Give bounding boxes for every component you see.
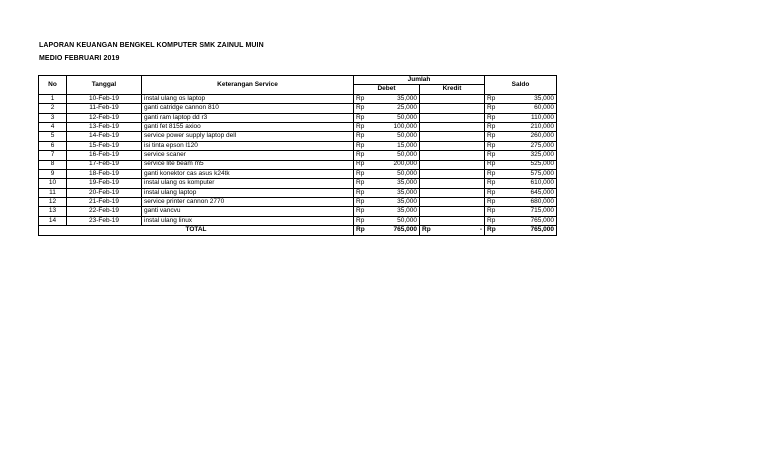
row-saldo: 610,000 — [501, 179, 557, 188]
row-tanggal: 18-Feb-19 — [67, 169, 142, 178]
row-debet-currency: Rp — [354, 169, 370, 178]
report-subtitle: MEDIO FEBRUARI 2019 — [39, 55, 120, 62]
row-debet-currency: Rp — [354, 141, 370, 150]
row-tanggal: 16-Feb-19 — [67, 151, 142, 160]
row-debet: 25,000 — [370, 104, 420, 113]
row-tanggal: 22-Feb-19 — [67, 207, 142, 216]
row-debet-currency: Rp — [354, 160, 370, 169]
row-saldo: 325,000 — [501, 151, 557, 160]
row-saldo-currency: Rp — [485, 113, 501, 122]
row-keterangan: service power supply laptop dell — [142, 132, 354, 141]
row-tanggal: 19-Feb-19 — [67, 179, 142, 188]
row-saldo-currency: Rp — [485, 198, 501, 207]
row-debet: 100,000 — [370, 122, 420, 131]
row-debet: 50,000 — [370, 169, 420, 178]
total-kredit: - — [436, 226, 485, 235]
row-kredit — [436, 132, 485, 141]
row-debet: 50,000 — [370, 113, 420, 122]
row-kredit-empty — [420, 132, 436, 141]
row-debet-currency: Rp — [354, 179, 370, 188]
header-tanggal: Tanggal — [67, 76, 142, 95]
ledger-table — [38, 75, 557, 236]
row-saldo: 275,000 — [501, 141, 557, 150]
table-row — [39, 188, 557, 197]
ledger-body — [39, 94, 557, 225]
row-saldo: 575,000 — [501, 169, 557, 178]
row-debet: 35,000 — [370, 207, 420, 216]
row-keterangan: ganti fet 8155 axioo — [142, 122, 354, 131]
row-kredit — [436, 104, 485, 113]
row-debet-currency: Rp — [354, 188, 370, 197]
row-no: 4 — [39, 122, 67, 131]
row-debet: 35,000 — [370, 179, 420, 188]
row-kredit — [436, 216, 485, 225]
row-debet-currency: Rp — [354, 122, 370, 131]
row-kredit-empty — [420, 188, 436, 197]
row-saldo-currency: Rp — [485, 104, 501, 113]
row-kredit-empty — [420, 179, 436, 188]
row-kredit — [436, 151, 485, 160]
total-kredit-currency: Rp — [420, 226, 436, 235]
row-keterangan: instal ulang linux — [142, 216, 354, 225]
row-kredit-empty — [420, 151, 436, 160]
row-tanggal: 14-Feb-19 — [67, 132, 142, 141]
table-row — [39, 141, 557, 150]
row-tanggal: 10-Feb-19 — [67, 94, 142, 103]
row-saldo-currency: Rp — [485, 216, 501, 225]
row-debet: 15,000 — [370, 141, 420, 150]
row-kredit-empty — [420, 141, 436, 150]
row-saldo-currency: Rp — [485, 122, 501, 131]
table-row — [39, 198, 557, 207]
table-row — [39, 160, 557, 169]
row-no: 2 — [39, 104, 67, 113]
row-saldo: 260,000 — [501, 132, 557, 141]
row-tanggal: 17-Feb-19 — [67, 160, 142, 169]
row-tanggal: 21-Feb-19 — [67, 198, 142, 207]
row-kredit — [436, 179, 485, 188]
row-saldo-currency: Rp — [485, 169, 501, 178]
row-kredit-empty — [420, 169, 436, 178]
row-saldo: 680,000 — [501, 198, 557, 207]
row-kredit — [436, 94, 485, 103]
row-debet-currency: Rp — [354, 94, 370, 103]
table-row — [39, 122, 557, 131]
header-saldo: Saldo — [485, 76, 557, 95]
header-kredit: Kredit — [420, 85, 485, 94]
table-row — [39, 132, 557, 141]
row-saldo-currency: Rp — [485, 132, 501, 141]
table-row — [39, 169, 557, 178]
row-debet: 35,000 — [370, 198, 420, 207]
row-kredit-empty — [420, 122, 436, 131]
total-debet: 765,000 — [370, 226, 420, 235]
total-row — [39, 226, 557, 235]
row-keterangan: instal ulang os laptop — [142, 94, 354, 103]
row-saldo-currency: Rp — [485, 160, 501, 169]
row-debet-currency: Rp — [354, 113, 370, 122]
header-keterangan: Keterangan Service — [142, 76, 354, 95]
row-debet: 200,000 — [370, 160, 420, 169]
row-no: 5 — [39, 132, 67, 141]
row-debet-currency: Rp — [354, 207, 370, 216]
row-debet-currency: Rp — [354, 151, 370, 160]
row-kredit — [436, 141, 485, 150]
row-debet-currency: Rp — [354, 104, 370, 113]
row-keterangan: ganti catridge cannon 810 — [142, 104, 354, 113]
header-debet: Debet — [354, 85, 420, 94]
total-saldo-currency: Rp — [485, 226, 501, 235]
row-kredit — [436, 122, 485, 131]
row-debet-currency: Rp — [354, 132, 370, 141]
row-no: 8 — [39, 160, 67, 169]
row-no: 12 — [39, 198, 67, 207]
row-no: 7 — [39, 151, 67, 160]
row-debet: 50,000 — [370, 132, 420, 141]
row-debet-currency: Rp — [354, 216, 370, 225]
row-keterangan: service scaner — [142, 151, 354, 160]
row-saldo: 210,000 — [501, 122, 557, 131]
table-row — [39, 94, 557, 103]
header-no: No — [39, 76, 67, 95]
table-row — [39, 216, 557, 225]
row-no: 3 — [39, 113, 67, 122]
row-saldo: 110,000 — [501, 113, 557, 122]
row-tanggal: 20-Feb-19 — [67, 188, 142, 197]
table-row — [39, 179, 557, 188]
row-saldo-currency: Rp — [485, 207, 501, 216]
row-kredit — [436, 207, 485, 216]
row-saldo-currency: Rp — [485, 179, 501, 188]
row-keterangan: instal ulang os komputer — [142, 179, 354, 188]
row-keterangan: ganti konektor cas asus k24tk — [142, 169, 354, 178]
row-kredit-empty — [420, 104, 436, 113]
row-saldo-currency: Rp — [485, 151, 501, 160]
row-kredit-empty — [420, 160, 436, 169]
row-kredit — [436, 198, 485, 207]
row-saldo: 765,000 — [501, 216, 557, 225]
row-kredit — [436, 188, 485, 197]
row-kredit-empty — [420, 198, 436, 207]
row-no: 1 — [39, 94, 67, 103]
row-no: 13 — [39, 207, 67, 216]
row-saldo: 60,000 — [501, 104, 557, 113]
row-debet-currency: Rp — [354, 198, 370, 207]
row-no: 11 — [39, 188, 67, 197]
row-kredit — [436, 160, 485, 169]
row-saldo-currency: Rp — [485, 141, 501, 150]
row-kredit — [436, 169, 485, 178]
header-jumlah: Jumlah — [354, 76, 485, 85]
table-row — [39, 207, 557, 216]
row-kredit-empty — [420, 94, 436, 103]
row-saldo: 525,000 — [501, 160, 557, 169]
table-row — [39, 151, 557, 160]
row-no: 9 — [39, 169, 67, 178]
row-keterangan: ganti vancvu — [142, 207, 354, 216]
total-saldo: 765,000 — [501, 226, 557, 235]
row-kredit-empty — [420, 207, 436, 216]
row-saldo: 35,000 — [501, 94, 557, 103]
row-kredit-empty — [420, 216, 436, 225]
row-no: 10 — [39, 179, 67, 188]
row-kredit — [436, 113, 485, 122]
row-debet: 50,000 — [370, 151, 420, 160]
row-keterangan: isi tinta epson l120 — [142, 141, 354, 150]
row-tanggal: 15-Feb-19 — [67, 141, 142, 150]
row-tanggal: 12-Feb-19 — [67, 113, 142, 122]
row-debet: 35,000 — [370, 188, 420, 197]
row-tanggal: 23-Feb-19 — [67, 216, 142, 225]
row-keterangan: instal ulang laptop — [142, 188, 354, 197]
total-label: TOTAL — [39, 226, 354, 235]
row-saldo: 715,000 — [501, 207, 557, 216]
table-row — [39, 113, 557, 122]
total-debet-currency: Rp — [354, 226, 370, 235]
row-tanggal: 11-Feb-19 — [67, 104, 142, 113]
row-keterangan: ganti ram laptop dd r3 — [142, 113, 354, 122]
row-tanggal: 13-Feb-19 — [67, 122, 142, 131]
row-debet: 50,000 — [370, 216, 420, 225]
table-row — [39, 104, 557, 113]
row-keterangan: service printer cannon 2770 — [142, 198, 354, 207]
row-no: 14 — [39, 216, 67, 225]
row-debet: 35,000 — [370, 94, 420, 103]
row-kredit-empty — [420, 113, 436, 122]
row-saldo-currency: Rp — [485, 188, 501, 197]
row-keterangan: service lite beam m5 — [142, 160, 354, 169]
row-saldo-currency: Rp — [485, 94, 501, 103]
row-saldo: 645,000 — [501, 188, 557, 197]
row-no: 6 — [39, 141, 67, 150]
report-title: LAPORAN KEUANGAN BENGKEL KOMPUTER SMK ZAINUL MUIN — [39, 42, 264, 49]
